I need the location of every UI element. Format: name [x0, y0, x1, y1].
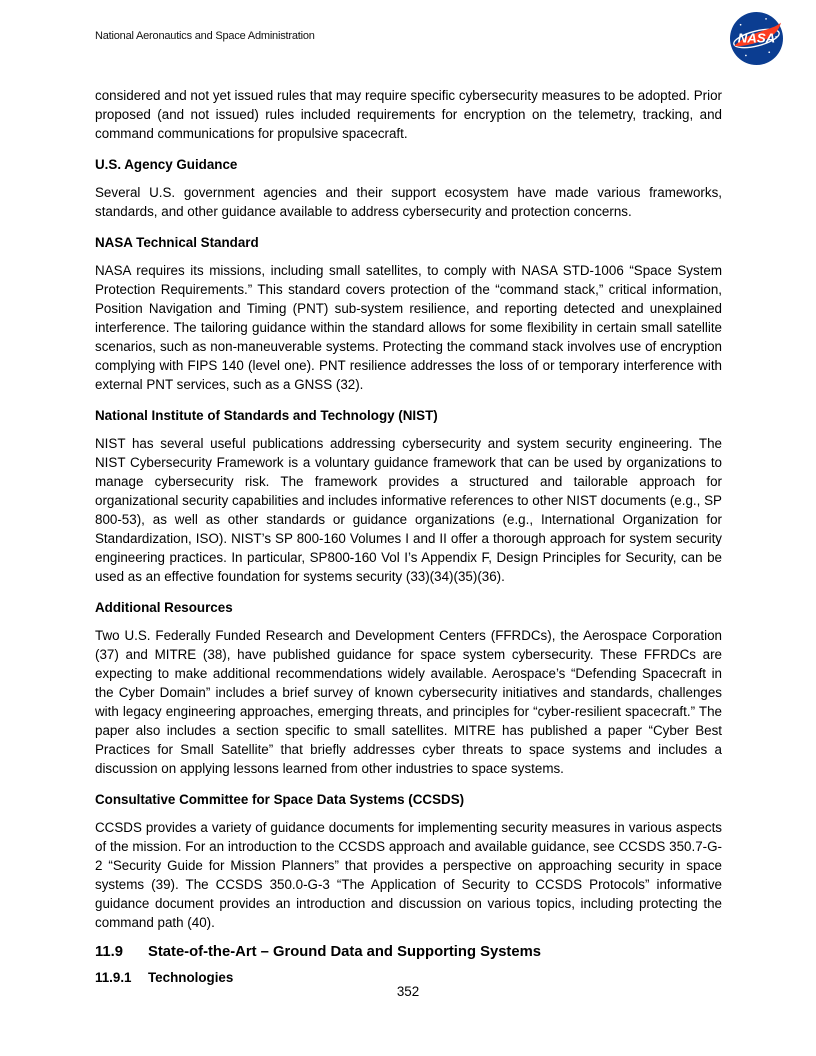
- paragraph-additional-resources: Two U.S. Federally Funded Research and Development Centers (FFRDCs), the Aerospace Corporation (37) and MITRE (38), have published guidance for space system cybersecurity. These FFRDCs are expecting to make additional recommendations widely available. Aerospace’s “Defending Spacecraft in the Cyber Domain” includes a brief survey of known cybersecurity initiatives and standards, challenges with legacy engineering approaches, emerging threats, and principles for “cyber-resilient spacecraft.” The paper also includes a section specific to small satellites. MITRE has published a paper “Cyber Best Practices for Small Satellite” that briefly addresses cyber threats to space systems and includes a discussion on applying lessons learned from other industries to space systems.: [95, 628, 722, 776]
- heading-nist: National Institute of Standards and Technology (NIST): [95, 408, 438, 423]
- paragraph-us-agency-guidance: Several U.S. government agencies and their support ecosystem have made various frameworks, standards, and other guidance available to address cybersecurity and protection concerns.: [95, 185, 722, 219]
- paragraph-nist: NIST has several useful publications addressing cybersecurity and system security engineering. The NIST Cybersecurity Framework is a voluntary guidance framework that can be used by organizations to manage cybersecurity risk. The framework provides a structured and tailorable approach for organizational security capabilities and includes informative references to other NIST documents (e.g., SP 800-53), as well as other standards or guidance organizations (e.g., International Organization for Standardization, ISO). NIST’s SP 800-160 Volumes I and II offer a thorough approach for system security engineering practices. In particular, SP800-160 Vol I’s Appendix F, Design Principles for Security, can be used as an effective foundation for systems security (33)(34)(35)(36).: [95, 436, 722, 584]
- nasa-logo: [730, 12, 783, 65]
- subsection-number: 11.9.1: [95, 970, 132, 985]
- section-heading-11-9: [95, 944, 722, 960]
- nasa-logo-text: NASA: [737, 30, 776, 46]
- heading-ccsds: Consultative Committee for Space Data Systems (CCSDS): [95, 792, 465, 807]
- heading-nasa-technical-standard: NASA Technical Standard: [95, 235, 259, 250]
- paragraph-nasa-technical-standard: NASA requires its missions, including small satellites, to comply with NASA STD-1006 “Space System Protection Requirements.” This standard covers protection of the “command stack,” critical information, Position Navigation and Timing (PNT) sub-system resilience, and reporting detected and unexplained interference. The tailoring guidance within the standard allows for some flexibility in certain small satellite scenarios, such as non-maneuverable systems. Protecting the command stack involves use of encryption complying with FIPS 140 (level one). PNT resilience addresses the loss of or temporary interference with external PNT services, such as a GNSS (32).: [95, 263, 722, 392]
- nasa-meatball-icon: [730, 12, 783, 65]
- heading-additional-resources: Additional Resources: [95, 600, 233, 615]
- section-title: State-of-the-Art – Ground Data and Supporting Systems: [148, 944, 541, 960]
- paragraph-ccsds: CCSDS provides a variety of guidance documents for implementing security measures in various aspects of the mission. For an introduction to the CCSDS approach and available guidance, see CCSDS 350.7-G-2 “Security Guide for Mission Planners” that provides a perspective on approaching security in space systems (39). The CCSDS 350.0-G-3 “The Application of Security to CCSDS Protocols” informative guidance document provides an introduction and discussion on various topics, including protecting the command path (40).: [95, 820, 722, 930]
- subsection-title: Technologies: [148, 970, 234, 985]
- document-footer: [0, 984, 816, 999]
- page-number: 352: [396, 984, 420, 999]
- paragraph-intro: considered and not yet issued rules that may require specific cybersecurity measures to be adopted. Prior proposed (and not issued) rules included requirements for encryption on the telemetry, tracking, and command communications for propulsive spacecraft.: [95, 88, 722, 141]
- document-body: [95, 86, 722, 995]
- agency-name: National Aeronautics and Space Administration: [95, 30, 315, 42]
- heading-us-agency-guidance: U.S. Agency Guidance: [95, 157, 238, 172]
- section-number: 11.9: [95, 944, 123, 960]
- subsection-heading-11-9-1: [95, 970, 722, 985]
- document-header: [0, 0, 816, 80]
